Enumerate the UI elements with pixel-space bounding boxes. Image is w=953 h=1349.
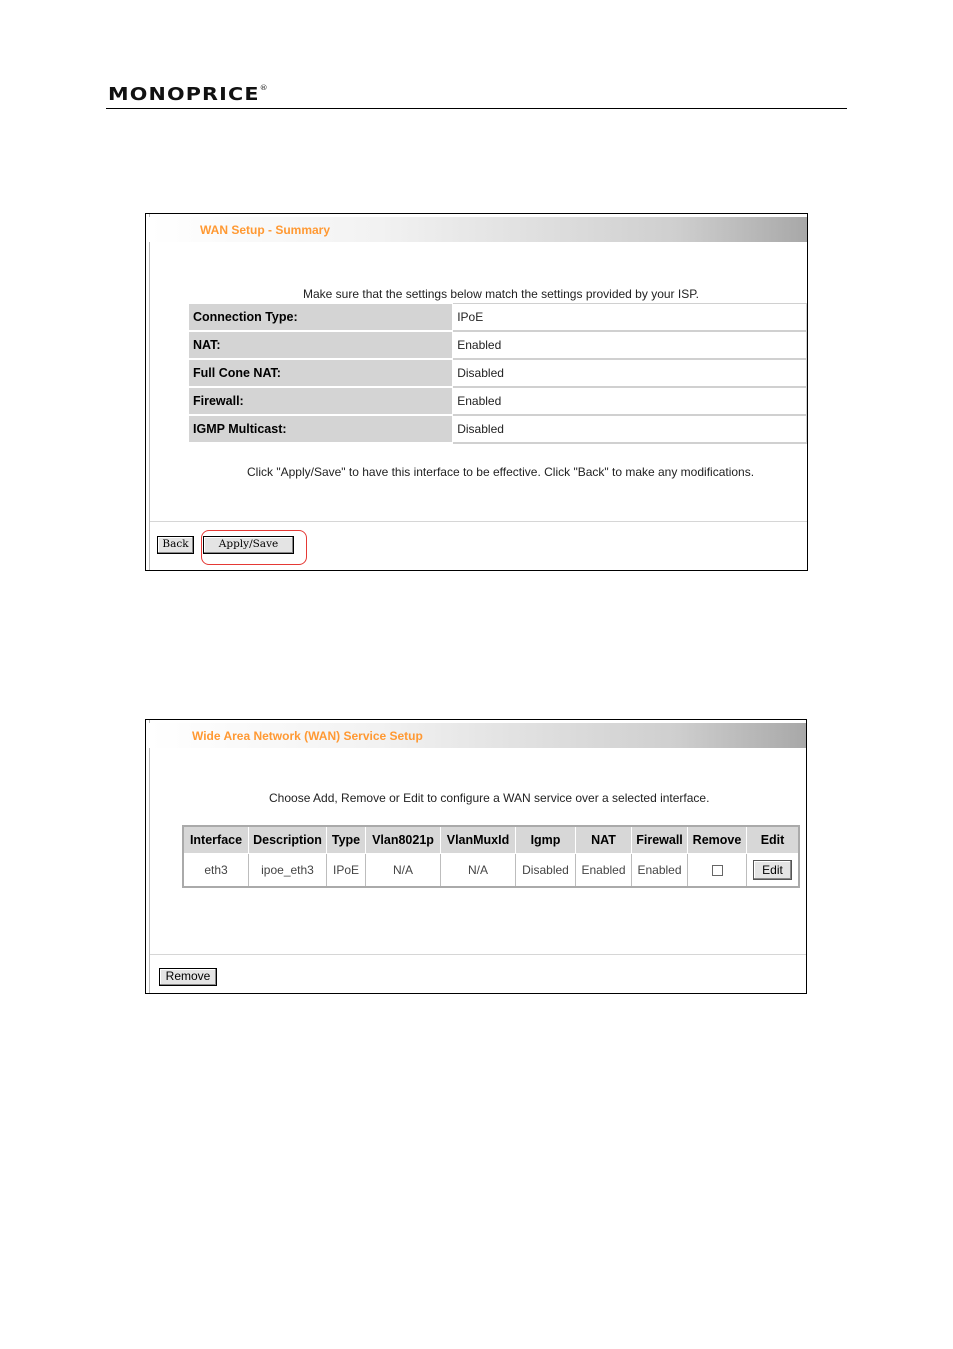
col-interface: Interface (183, 826, 249, 854)
registered-mark: ® (259, 84, 269, 92)
connection-type-label: Connection Type: (189, 304, 453, 332)
table-row (189, 304, 807, 332)
apply-save-note: Click "Apply/Save" to have this interface to be effective. Click "Back" to make any modifications. (247, 465, 755, 479)
wan-service-titlebar (149, 723, 806, 748)
back-button[interactable]: Back (157, 536, 194, 554)
summary-title: WAN Setup - Summary (200, 223, 331, 237)
table-row (183, 854, 799, 888)
wan-service-intro-text: Choose Add, Remove or Edit to configure a WAN service over a selected interface. (269, 791, 710, 805)
remove-checkbox[interactable] (712, 865, 723, 876)
nat-value: Enabled (453, 331, 807, 359)
cell-nat: Enabled (576, 854, 632, 888)
full-cone-nat-value: Disabled (453, 359, 807, 387)
cell-vlanmuxid: N/A (441, 854, 516, 888)
col-igmp: Igmp (516, 826, 576, 854)
wan-setup-summary-panel (145, 213, 808, 571)
col-vlanmuxid: VlanMuxId (441, 826, 516, 854)
cell-vlan8021p: N/A (366, 854, 441, 888)
button-bar-divider (150, 521, 807, 522)
col-nat: NAT (576, 826, 632, 854)
button-bar-divider (150, 954, 806, 955)
monoprice-logo (108, 84, 269, 105)
summary-titlebar (149, 217, 807, 242)
cell-type: IPoE (327, 854, 366, 888)
summary-table (188, 303, 807, 444)
full-cone-nat-label: Full Cone NAT: (189, 359, 453, 387)
header-divider (106, 108, 847, 109)
table-header-row (183, 826, 799, 854)
nat-label: NAT: (189, 331, 453, 359)
cell-remove (688, 854, 747, 888)
cell-edit (747, 854, 800, 888)
table-row (189, 359, 807, 387)
cell-interface: eth3 (183, 854, 249, 888)
logo-text: MONOPRICE (108, 84, 260, 105)
wan-service-table (182, 825, 800, 888)
edit-button[interactable]: Edit (753, 860, 792, 880)
table-row (189, 415, 807, 443)
col-type: Type (327, 826, 366, 854)
firewall-value: Enabled (453, 387, 807, 415)
col-edit: Edit (747, 826, 800, 854)
col-remove: Remove (688, 826, 747, 854)
igmp-multicast-value: Disabled (453, 415, 807, 443)
wan-service-title: Wide Area Network (WAN) Service Setup (192, 729, 423, 743)
cell-firewall: Enabled (632, 854, 688, 888)
remove-button[interactable]: Remove (159, 968, 217, 986)
table-row (189, 331, 807, 359)
col-firewall: Firewall (632, 826, 688, 854)
cell-description: ipoe_eth3 (249, 854, 327, 888)
firewall-label: Firewall: (189, 387, 453, 415)
col-vlan8021p: Vlan8021p (366, 826, 441, 854)
cell-igmp: Disabled (516, 854, 576, 888)
connection-type-value: IPoE (453, 304, 807, 332)
table-row (189, 387, 807, 415)
wan-service-setup-panel (145, 719, 807, 994)
apply-save-highlight-ring (201, 530, 307, 565)
col-description: Description (249, 826, 327, 854)
igmp-multicast-label: IGMP Multicast: (189, 415, 453, 443)
apply-save-button[interactable]: Apply/Save (203, 536, 294, 554)
summary-intro-text: Make sure that the settings below match the settings provided by your ISP. (303, 287, 699, 301)
